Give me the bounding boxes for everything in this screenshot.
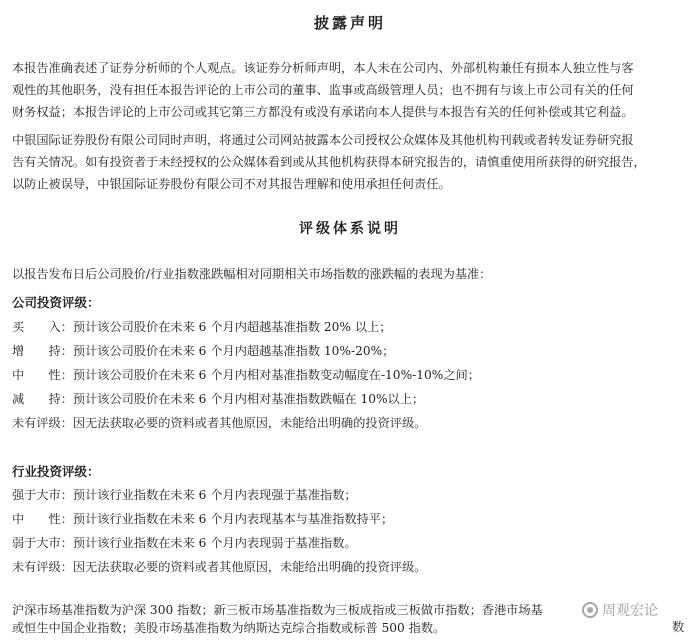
company-rating-item: 减 持：预计该公司股价在未来 6 个月内相对基准指数跌幅在 10%以上； <box>12 392 425 406</box>
industry-rating-item: 未有评级：因无法获取必要的资料或者其他原因，未能给出明确的投资评级。 <box>12 560 427 574</box>
benchmark-line: 或恒生中国企业指数；美股市场基准指数为纳斯达克综合指数或标普 500 指数。 <box>12 621 446 635</box>
disclosure-para1-line: 财务权益；本报告评论的上市公司或其它第三方都没有或没有承诺向本人提供与本报告有关的任何补偿或其它利益。 <box>12 105 634 119</box>
industry-rating-heading: 行业投资评级： <box>12 464 100 479</box>
disclosure-para2-line: 告有关情况。如有投资者于未经授权的公众媒体看到或从其他机构获得本研究报告的，请慎重使用所获得的研究报告， <box>12 155 646 169</box>
industry-rating-item: 强于大市：预计该行业指数在未来 6 个月内表现强于基准指数； <box>12 488 357 502</box>
wechat-icon <box>582 602 598 618</box>
disclosure-para1-line: 观性的其他职务，没有担任本报告评论的上市公司的董事、监事或高级管理人员；也不拥有与该上市公司有关的任何 <box>12 83 634 97</box>
disclosure-para2-line: 中银国际证券股份有限公司同时声明，将通过公司网站披露本公司授权公众媒体及其他机构刊载或者转发证券研究报 <box>12 133 634 147</box>
watermark <box>582 600 658 620</box>
watermark-text: 周观宏论 <box>602 603 658 619</box>
company-rating-item: 未有评级：因无法获取必要的资料或者其他原因，未能给出明确的投资评级。 <box>12 416 427 430</box>
disclosure-title: 披露声明 <box>313 14 386 32</box>
rating-title: 评级体系说明 <box>299 221 401 237</box>
industry-rating-item: 中 性：预计该行业指数在未来 6 个月内表现基本与基准指数持平； <box>12 512 394 526</box>
benchmark-line: 沪深市场基准指数为沪深 300 指数；新三板市场基准指数为三板成指或三板做市指数；香港市场基 <box>12 603 543 617</box>
disclosure-para2-line: 以防止被误导，中银国际证券股份有限公司不对其报告理解和使用承担任何责任。 <box>12 177 451 191</box>
disclosure-para1-line: 本报告准确表述了证券分析师的个人观点。该证券分析师声明，本人未在公司内、外部机构兼任有损本人独立性与客 <box>12 61 634 75</box>
benchmark-tail: 数 <box>672 620 685 634</box>
company-rating-heading: 公司投资评级： <box>12 295 100 310</box>
rating-intro: 以报告发布日后公司股价/行业指数涨跌幅相对同期相关市场指数的涨跌幅的表现为基准： <box>12 267 492 281</box>
company-rating-item: 买 入：预计该公司股价在未来 6 个月内超越基准指数 20% 以上； <box>12 320 392 334</box>
company-rating-item: 增 持：预计该公司股价在未来 6 个月内超越基准指数 10%-20%； <box>12 344 395 358</box>
industry-rating-item: 弱于大市：预计该行业指数在未来 6 个月内表现弱于基准指数。 <box>12 536 357 550</box>
company-rating-item: 中 性：预计该公司股价在未来 6 个月内相对基准指数变动幅度在-10%-10%之间； <box>12 368 480 382</box>
